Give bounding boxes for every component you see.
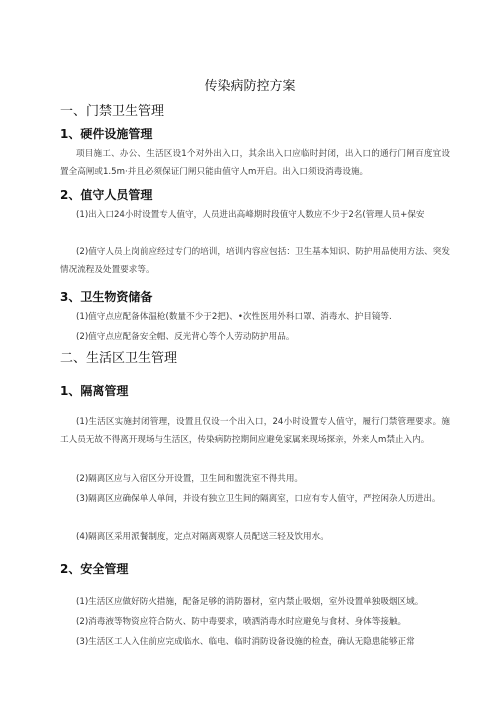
subsection-heading-supplies: 3、卫生物资储备 [60, 290, 153, 304]
paragraph: (3)隔离区应确保单人单间，并设有独立卫生间的隔离室，口应有专人值守，严控闲杂人历进出。 [76, 494, 441, 504]
paragraph: (2)隔离区应与入宿区分开设置，卫生间和盥洗室不得共用。 [76, 474, 304, 484]
paragraph: (4)隔离区采用派餐制度，定点对隔离观察人员配送三轻及饮用水。 [76, 532, 329, 542]
paragraph: (1)生活区实施封闭管理，设置且仅设一个出入口，24小时设置专人值守，履行门禁管理要求。施工人员无故不得离开现场与生活区，传染病防控期间应避免家属来现场探亲，外来人m禁止入内。 [60, 417, 450, 445]
paragraph: (1)出入口24小时设置专人值守，人员进出高峰期时段值守人数应不少于2名(管理人员+保安 [76, 210, 425, 220]
paragraph: (2)消毒液等物资应符合防火、防中毒要求，喷洒消毒水时应避免与食材、身体等接触。 [76, 617, 407, 627]
subsection-heading-safety: 2、安全管理 [60, 562, 129, 576]
paragraph: (3)生活区工人入住前应完成临水、临电、临时消防设备设施的检查，确认无隐患能够正常 [76, 637, 415, 647]
subsection-heading-isolation: 1、隔离管理 [60, 384, 129, 398]
section-heading-living: 二、生活区卫生管理 [60, 351, 178, 366]
paragraph: (1)值守点应配备体温枪(数量不少于2把)、•次性医用外科口罩、消毒水、护目镜等. [76, 312, 392, 322]
paragraph: 项目施工、办公、生活区设1个对外出入口，其余出入口应临时封闭，出入口的通行门闸百度宜设置全高闸或1.5m·并且必须保证门闸只能由值守人m开启。出入口须设消毒设施。 [60, 149, 450, 177]
paragraph: (2)值守人员上岗前应经过专门的培训，培训内容应包括：卫生基本知识、防护用品使用方法、突发情况流程及处置要求等。 [60, 247, 450, 275]
paragraph: (1)生活区应做好防火措施，配备足够的消防器材，室内禁止吸烟，室外设置单独吸烟区域。 [76, 597, 424, 607]
paragraph: (2)值守点应配备安全帽、反光背心等个人劳动防护用品。 [76, 332, 295, 342]
section-heading-gate: 一、门禁卫生管理 [60, 104, 165, 119]
subsection-heading-guards: 2、值守人员管理 [60, 188, 153, 202]
document-title: 传染病防控方案 [204, 79, 296, 94]
subsection-heading-hardware: 1、硬件设施管理 [60, 127, 153, 141]
